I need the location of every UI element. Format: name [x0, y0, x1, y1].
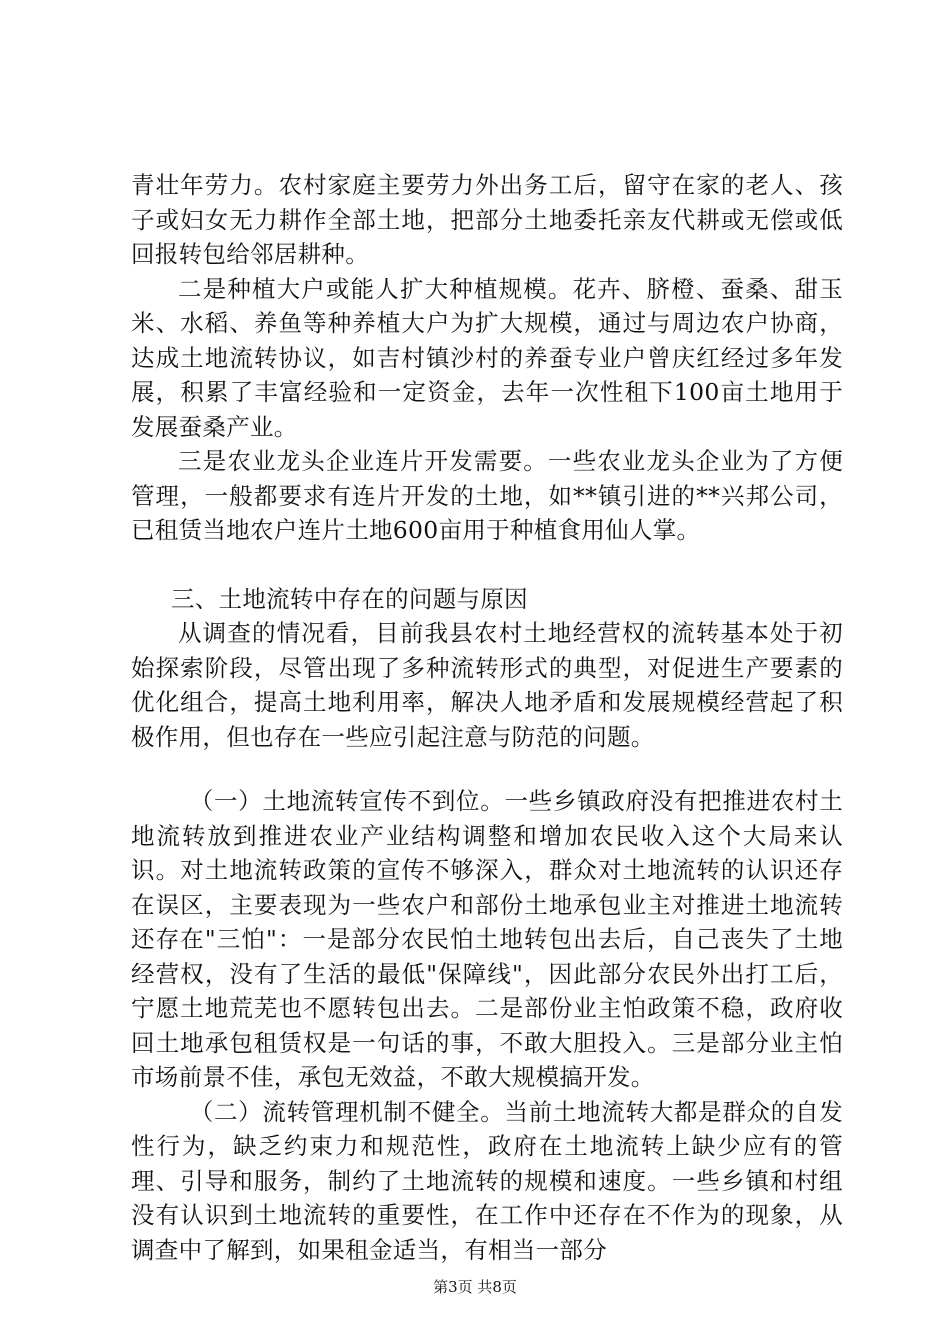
spacer — [131, 754, 843, 784]
paragraph-continuation: 青壮年劳力。农村家庭主要劳力外出务工后，留守在家的老人、孩子或妇女无力耕作全部土地，把部分土地委托亲友代耕或无偿或低回报转包给邻居耕种。 — [131, 171, 843, 268]
document-body — [131, 168, 843, 1267]
section-heading: 三、土地流转中存在的问题与原因 — [170, 584, 528, 613]
paragraph-survey-intro: 从调查的情况看，目前我县农村土地经营权的流转基本处于初始探索阶段，尽管出现了多种流转形式的典型，对促进生产要素的优化组合，提高土地利用率，解决人地矛盾和发展规模经营起了积极作用，但也存在一些应引起注意与防范的问题。 — [131, 619, 843, 751]
paragraph-problem-one: （一）土地流转宣传不到位。一些乡镇政府没有把推进农村土地流转放到推进农业产业结构调整和增加农民收入这个大局来认识。对土地流转政策的宣传不够深入，群众对土地流转的认识还存在误区，主要表现为一些农户和部份土地承包业主对推进土地流转还存在"三怕"：一是部分农民怕土地转包出去后，自己丧失了土地经营权，没有了生活的最低"保障线"，因此部分农民外出打工后，宁愿土地荒芜也不愿转包出去。二是部份业主怕政策不稳，政府收回土地承包租赁权是一句话的事，不敢大胆投入。三是部分业主怕市场前景不佳，承包无效益，不敢大规模搞开发。 — [131, 787, 843, 1091]
paragraph-problem-two: （二）流转管理机制不健全。当前土地流转大都是群众的自发性行为，缺乏约束力和规范性，政府在土地流转上缺少应有的管理、引导和服务，制约了土地流转的规模和速度。一些乡镇和村组没有认识到土地流转的重要性，在工作中还存在不作为的现象，从调查中了解到，如果租金适当，有相当一部分 — [131, 1097, 843, 1264]
paragraph-item-two: 二是种植大户或能人扩大种植规模。花卉、脐橙、蚕桑、甜玉米、水稻、养鱼等种养植大户为扩大规模，通过与周边农户协商，达成土地流转协议，如吉村镇沙村的养蚕专业户曾庆红经过多年发展，积累了丰富经验和一定资金，去年一次性租下100亩土地用于发展蚕桑产业。 — [131, 274, 843, 441]
page-footer: 第3页 共8页 — [433, 1278, 517, 1296]
spacer — [131, 548, 843, 582]
paragraph-item-three: 三是农业龙头企业连片开发需要。一些农业龙头企业为了方便管理，一般都要求有连片开发的土地，如**镇引进的**兴邦公司，已租赁当地农户连片土地600亩用于种植食用仙人掌。 — [131, 447, 843, 544]
